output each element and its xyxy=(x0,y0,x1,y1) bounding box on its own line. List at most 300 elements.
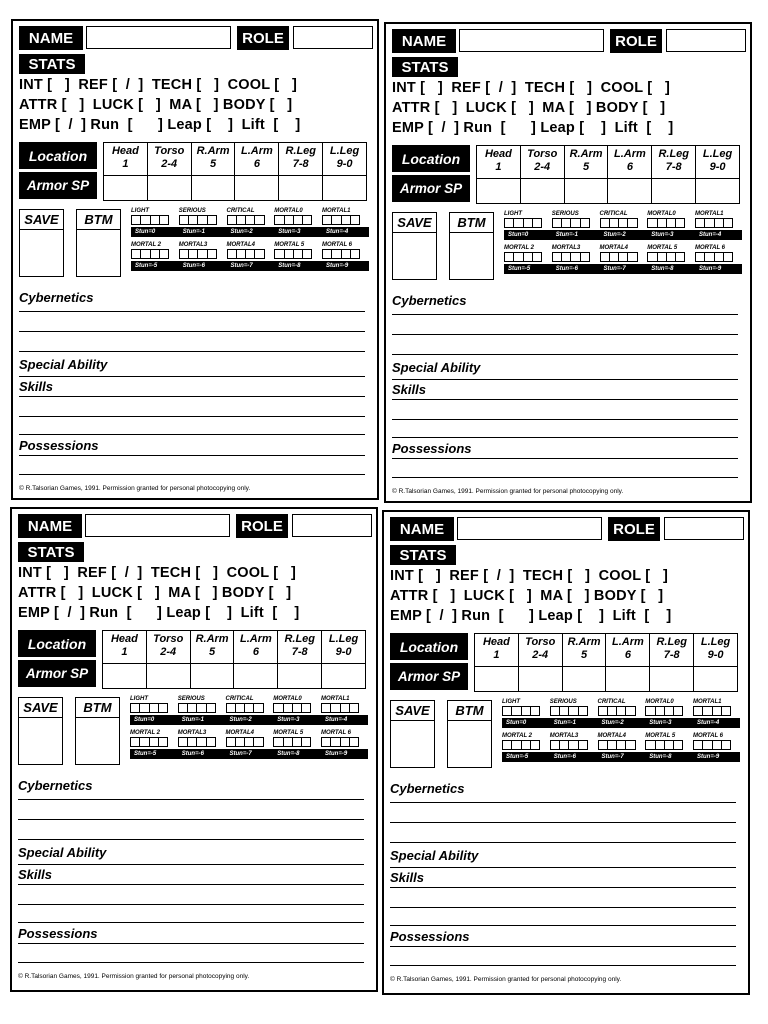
wound-checkbox[interactable] xyxy=(696,219,705,227)
wound-checkbox[interactable] xyxy=(562,253,571,261)
wound-checkbox[interactable] xyxy=(180,216,189,224)
wound-checkbox[interactable] xyxy=(533,219,541,227)
wound-checkbox[interactable] xyxy=(140,738,149,746)
stat-line-1[interactable]: INT [ ] REF [ / ] TECH [ ] COOL [ ] xyxy=(19,77,297,93)
wound-checkbox[interactable] xyxy=(562,219,571,227)
wound-checkbox[interactable] xyxy=(619,253,628,261)
wound-checkbox[interactable] xyxy=(275,216,284,224)
armor-sp-cell[interactable] xyxy=(191,176,235,201)
wound-checkbox[interactable] xyxy=(284,704,293,712)
wound-checkbox[interactable] xyxy=(581,253,589,261)
wound-checkbox[interactable] xyxy=(350,738,358,746)
wound-level-label: MORTAL1 xyxy=(693,699,722,705)
wound-checkbox[interactable] xyxy=(246,216,255,224)
wound-checkbox[interactable] xyxy=(323,250,332,258)
wound-checkbox[interactable] xyxy=(674,741,682,749)
wound-checkbox[interactable] xyxy=(522,741,531,749)
wound-checkbox[interactable] xyxy=(255,216,263,224)
wound-checkbox[interactable] xyxy=(341,704,350,712)
wound-checkbox[interactable] xyxy=(236,738,245,746)
wound-checkbox[interactable] xyxy=(246,250,255,258)
wound-checkbox[interactable] xyxy=(332,216,341,224)
write-line[interactable] xyxy=(18,962,364,963)
wound-checkbox[interactable] xyxy=(302,738,310,746)
wound-checkbox[interactable] xyxy=(608,741,617,749)
wound-checkbox[interactable] xyxy=(332,250,341,258)
role-field[interactable] xyxy=(293,26,373,49)
wound-boxes[interactable] xyxy=(552,218,590,228)
wound-checkbox[interactable] xyxy=(351,216,359,224)
wound-checkbox[interactable] xyxy=(667,219,676,227)
wound-checkbox[interactable] xyxy=(342,250,351,258)
armor-sp-cell[interactable] xyxy=(518,667,562,692)
write-line[interactable] xyxy=(390,965,736,966)
wound-boxes[interactable] xyxy=(550,740,588,750)
write-line[interactable] xyxy=(392,419,738,420)
wound-checkbox[interactable] xyxy=(140,704,149,712)
write-line[interactable] xyxy=(18,884,364,885)
wound-checkbox[interactable] xyxy=(522,707,531,715)
wound-level xyxy=(600,210,647,228)
btm-box[interactable] xyxy=(447,700,492,768)
save-label: SAVE xyxy=(19,698,62,718)
wound-checkbox[interactable] xyxy=(715,219,724,227)
wound-checkbox[interactable] xyxy=(294,216,303,224)
wound-checkbox[interactable] xyxy=(512,707,521,715)
wound-boxes[interactable] xyxy=(274,215,312,225)
wound-checkbox[interactable] xyxy=(703,741,712,749)
wound-boxes[interactable] xyxy=(273,703,311,713)
wound-checkbox[interactable] xyxy=(571,253,580,261)
wound-checkbox[interactable] xyxy=(188,738,197,746)
wound-checkbox[interactable] xyxy=(331,704,340,712)
write-line[interactable] xyxy=(18,943,364,944)
armor-sp-cell[interactable] xyxy=(104,176,148,201)
wound-checkbox[interactable] xyxy=(228,216,237,224)
name-field[interactable] xyxy=(86,26,231,49)
wound-checkbox[interactable] xyxy=(302,704,310,712)
armor-sp-cell[interactable] xyxy=(564,179,608,204)
wound-checkbox[interactable] xyxy=(601,253,610,261)
wound-checkbox[interactable] xyxy=(228,250,237,258)
wound-checkbox[interactable] xyxy=(599,707,608,715)
wound-checkbox[interactable] xyxy=(705,253,714,261)
wound-boxes[interactable] xyxy=(504,218,542,228)
wound-checkbox[interactable] xyxy=(160,216,168,224)
stat-line-2[interactable]: ATTR [ ] LUCK [ ] MA [ ] BODY [ ] xyxy=(19,97,293,113)
wound-boxes[interactable] xyxy=(273,737,311,747)
btm-box[interactable] xyxy=(76,209,121,277)
location-roll: 2-4 xyxy=(532,649,549,661)
write-line[interactable] xyxy=(392,477,738,478)
btm-box[interactable] xyxy=(449,212,494,280)
wound-checkbox[interactable] xyxy=(285,216,294,224)
wound-boxes[interactable] xyxy=(321,703,359,713)
armor-sp-cell[interactable] xyxy=(652,179,696,204)
armor-sp-cell[interactable] xyxy=(278,664,322,689)
wound-checkbox[interactable] xyxy=(274,738,283,746)
wound-checkbox[interactable] xyxy=(617,741,626,749)
write-line[interactable] xyxy=(18,799,364,800)
wound-checkbox[interactable] xyxy=(254,704,262,712)
wound-checkbox[interactable] xyxy=(322,738,331,746)
wound-boxes[interactable] xyxy=(131,249,169,259)
role-field[interactable] xyxy=(664,517,744,540)
wound-checkbox[interactable] xyxy=(341,738,350,746)
wound-boxes[interactable] xyxy=(600,218,638,228)
wound-checkbox[interactable] xyxy=(619,219,628,227)
role-field[interactable] xyxy=(666,29,746,52)
wound-checkbox[interactable] xyxy=(208,250,216,258)
wound-boxes[interactable] xyxy=(130,703,168,713)
wound-checkbox[interactable] xyxy=(342,216,351,224)
wound-checkbox[interactable] xyxy=(553,253,562,261)
wound-checkbox[interactable] xyxy=(724,253,732,261)
write-line[interactable] xyxy=(19,351,365,352)
armor-sp-cell[interactable] xyxy=(606,667,650,692)
wound-checkbox[interactable] xyxy=(350,704,358,712)
write-line[interactable] xyxy=(392,314,738,315)
wound-boxes[interactable] xyxy=(274,249,312,259)
wound-checkbox[interactable] xyxy=(285,250,294,258)
wound-boxes[interactable] xyxy=(131,215,169,225)
wound-checkbox[interactable] xyxy=(703,707,712,715)
wound-checkbox[interactable] xyxy=(245,738,254,746)
stat-line-1[interactable]: INT [ ] REF [ / ] TECH [ ] COOL [ ] xyxy=(392,80,670,96)
stat-line-3[interactable]: EMP [ / ] Run [ ] Leap [ ] Lift [ ] xyxy=(392,120,674,136)
wound-checkbox[interactable] xyxy=(569,741,578,749)
wound-checkbox[interactable] xyxy=(648,253,657,261)
wound-boxes[interactable] xyxy=(178,703,216,713)
armor-sp-cell[interactable] xyxy=(477,179,521,204)
write-line[interactable] xyxy=(18,864,364,865)
wound-boxes[interactable] xyxy=(226,703,264,713)
armor-sp-cell[interactable] xyxy=(147,176,191,201)
wound-boxes[interactable] xyxy=(502,740,540,750)
wound-boxes[interactable] xyxy=(600,252,638,262)
write-line[interactable] xyxy=(390,842,736,843)
wound-checkbox[interactable] xyxy=(254,738,262,746)
wound-checkbox[interactable] xyxy=(713,707,722,715)
write-line[interactable] xyxy=(18,839,364,840)
write-line[interactable] xyxy=(392,399,738,400)
wound-boxes[interactable] xyxy=(179,215,217,225)
wound-checkbox[interactable] xyxy=(351,250,359,258)
wound-checkbox[interactable] xyxy=(512,741,521,749)
wound-checkbox[interactable] xyxy=(694,741,703,749)
wound-checkbox[interactable] xyxy=(132,250,141,258)
wound-checkbox[interactable] xyxy=(676,253,684,261)
wound-boxes[interactable] xyxy=(227,215,265,225)
wound-checkbox[interactable] xyxy=(524,219,533,227)
wound-checkbox[interactable] xyxy=(303,216,311,224)
wound-checkbox[interactable] xyxy=(560,741,569,749)
armor-sp-cell[interactable] xyxy=(696,179,740,204)
wound-checkbox[interactable] xyxy=(617,707,626,715)
wound-checkbox[interactable] xyxy=(237,216,246,224)
wound-checkbox[interactable] xyxy=(303,250,311,258)
wound-boxes[interactable] xyxy=(647,218,685,228)
wound-checkbox[interactable] xyxy=(524,253,533,261)
wound-checkbox[interactable] xyxy=(236,704,245,712)
wound-checkbox[interactable] xyxy=(208,216,216,224)
wound-checkbox[interactable] xyxy=(293,738,302,746)
armor-sp-cell[interactable] xyxy=(103,664,147,689)
wound-boxes[interactable] xyxy=(645,706,683,716)
write-line[interactable] xyxy=(390,802,736,803)
wound-boxes[interactable] xyxy=(552,252,590,262)
wound-checkbox[interactable] xyxy=(227,738,236,746)
write-line[interactable] xyxy=(392,379,738,380)
wound-checkbox[interactable] xyxy=(197,704,206,712)
wound-checkbox[interactable] xyxy=(514,219,523,227)
wound-boxes[interactable] xyxy=(322,215,360,225)
wound-checkbox[interactable] xyxy=(665,707,674,715)
write-line[interactable] xyxy=(19,311,365,312)
save-box[interactable] xyxy=(390,700,435,768)
wound-checkbox[interactable] xyxy=(294,250,303,258)
wound-checkbox[interactable] xyxy=(159,704,167,712)
write-line[interactable] xyxy=(18,904,364,905)
wound-checkbox[interactable] xyxy=(599,741,608,749)
wound-checkbox[interactable] xyxy=(141,250,150,258)
write-line[interactable] xyxy=(392,437,738,438)
wound-checkbox[interactable] xyxy=(551,741,560,749)
wound-checkbox[interactable] xyxy=(189,250,198,258)
wound-checkbox[interactable] xyxy=(715,253,724,261)
wound-checkbox[interactable] xyxy=(722,707,730,715)
wound-checkbox[interactable] xyxy=(331,738,340,746)
write-line[interactable] xyxy=(19,434,365,435)
armor-sp-cell[interactable] xyxy=(146,664,190,689)
wound-checkbox[interactable] xyxy=(322,704,331,712)
armor-sp-cell[interactable] xyxy=(322,664,366,689)
wound-boxes[interactable] xyxy=(178,737,216,747)
wound-checkbox[interactable] xyxy=(658,253,667,261)
write-line[interactable] xyxy=(19,474,365,475)
name-field[interactable] xyxy=(459,29,604,52)
save-box[interactable] xyxy=(392,212,437,280)
wound-boxes[interactable] xyxy=(647,252,685,262)
wound-checkbox[interactable] xyxy=(579,741,587,749)
wound-checkbox[interactable] xyxy=(150,738,159,746)
wound-boxes[interactable] xyxy=(598,740,636,750)
wound-checkbox[interactable] xyxy=(198,250,207,258)
stat-line-2[interactable]: ATTR [ ] LUCK [ ] MA [ ] BODY [ ] xyxy=(390,588,664,604)
wound-checkbox[interactable] xyxy=(610,253,619,261)
wound-checkbox[interactable] xyxy=(505,219,514,227)
wound-checkbox[interactable] xyxy=(531,707,539,715)
wound-checkbox[interactable] xyxy=(179,704,188,712)
wound-checkbox[interactable] xyxy=(571,219,580,227)
wound-checkbox[interactable] xyxy=(674,707,682,715)
armor-sp-cell[interactable] xyxy=(650,667,694,692)
wound-checkbox[interactable] xyxy=(665,741,674,749)
armor-sp-cell[interactable] xyxy=(562,667,606,692)
role-field[interactable] xyxy=(292,514,372,537)
wound-checkbox[interactable] xyxy=(658,219,667,227)
wound-checkbox[interactable] xyxy=(131,704,140,712)
wound-checkbox[interactable] xyxy=(274,704,283,712)
wound-checkbox[interactable] xyxy=(207,704,215,712)
wound-checkbox[interactable] xyxy=(131,738,140,746)
wound-checkbox[interactable] xyxy=(151,216,160,224)
wound-boxes[interactable] xyxy=(645,740,683,750)
wound-checkbox[interactable] xyxy=(646,707,655,715)
hit-location-table xyxy=(474,633,738,692)
wound-checkbox[interactable] xyxy=(610,219,619,227)
write-line[interactable] xyxy=(390,887,736,888)
wound-checkbox[interactable] xyxy=(560,707,569,715)
wound-checkbox[interactable] xyxy=(601,219,610,227)
wound-boxes[interactable] xyxy=(695,252,733,262)
wound-boxes[interactable] xyxy=(226,737,264,747)
wound-checkbox[interactable] xyxy=(722,741,730,749)
wound-checkbox[interactable] xyxy=(579,707,587,715)
armor-sp-cell[interactable] xyxy=(235,176,279,201)
write-line[interactable] xyxy=(19,416,365,417)
wound-checkbox[interactable] xyxy=(694,707,703,715)
stat-line-1[interactable]: INT [ ] REF [ / ] TECH [ ] COOL [ ] xyxy=(390,568,668,584)
wound-checkbox[interactable] xyxy=(676,219,684,227)
stat-line-2[interactable]: ATTR [ ] LUCK [ ] MA [ ] BODY [ ] xyxy=(18,585,292,601)
wound-checkbox[interactable] xyxy=(293,704,302,712)
stat-line-3[interactable]: EMP [ / ] Run [ ] Leap [ ] Lift [ ] xyxy=(390,608,672,624)
write-line[interactable] xyxy=(390,907,736,908)
wound-checkbox[interactable] xyxy=(132,216,141,224)
wound-checkbox[interactable] xyxy=(656,707,665,715)
wound-checkbox[interactable] xyxy=(141,216,150,224)
wound-checkbox[interactable] xyxy=(713,741,722,749)
write-line[interactable] xyxy=(392,334,738,335)
wound-checkbox[interactable] xyxy=(628,253,636,261)
armor-sp-cell[interactable] xyxy=(694,667,738,692)
wound-boxes[interactable] xyxy=(550,706,588,716)
write-line[interactable] xyxy=(19,455,365,456)
save-box[interactable] xyxy=(19,209,64,277)
wound-checkbox[interactable] xyxy=(275,250,284,258)
wound-checkbox[interactable] xyxy=(255,250,263,258)
wound-boxes[interactable] xyxy=(321,737,359,747)
wound-checkbox[interactable] xyxy=(207,738,215,746)
wound-checkbox[interactable] xyxy=(197,738,206,746)
wound-checkbox[interactable] xyxy=(569,707,578,715)
armor-sp-cell[interactable] xyxy=(190,664,234,689)
write-line[interactable] xyxy=(18,922,364,923)
wound-boxes[interactable] xyxy=(322,249,360,259)
wound-boxes[interactable] xyxy=(130,737,168,747)
location-label: Location xyxy=(19,142,97,169)
wound-checkbox[interactable] xyxy=(531,741,539,749)
wound-checkbox[interactable] xyxy=(724,219,732,227)
wound-checkbox[interactable] xyxy=(189,216,198,224)
write-line[interactable] xyxy=(19,376,365,377)
wound-checkbox[interactable] xyxy=(581,219,589,227)
wound-checkbox[interactable] xyxy=(505,253,514,261)
wound-checkbox[interactable] xyxy=(514,253,523,261)
wound-checkbox[interactable] xyxy=(646,741,655,749)
stat-line-2[interactable]: ATTR [ ] LUCK [ ] MA [ ] BODY [ ] xyxy=(392,100,666,116)
write-line[interactable] xyxy=(19,331,365,332)
wound-boxes[interactable] xyxy=(598,706,636,716)
armor-sp-cell[interactable] xyxy=(323,176,367,201)
write-line[interactable] xyxy=(390,867,736,868)
armor-sp-cell[interactable] xyxy=(475,667,519,692)
wound-checkbox[interactable] xyxy=(656,741,665,749)
wound-boxes[interactable] xyxy=(695,218,733,228)
write-line[interactable] xyxy=(392,458,738,459)
wound-boxes[interactable] xyxy=(502,706,540,716)
wound-level xyxy=(693,732,740,750)
write-line[interactable] xyxy=(392,354,738,355)
wound-checkbox[interactable] xyxy=(553,219,562,227)
armor-sp-cell[interactable] xyxy=(234,664,278,689)
wound-checkbox[interactable] xyxy=(705,219,714,227)
wound-level xyxy=(550,698,597,716)
wound-checkbox[interactable] xyxy=(696,253,705,261)
write-line[interactable] xyxy=(390,925,736,926)
wound-level-label: MORTAL3 xyxy=(177,730,207,736)
wound-checkbox[interactable] xyxy=(608,707,617,715)
write-line[interactable] xyxy=(19,396,365,397)
wound-checkbox[interactable] xyxy=(160,250,168,258)
stat-line-3[interactable]: EMP [ / ] Run [ ] Leap [ ] Lift [ ] xyxy=(19,117,301,133)
wound-level-label: MORTAL4 xyxy=(597,733,626,739)
armor-sp-cell[interactable] xyxy=(520,179,564,204)
write-line[interactable] xyxy=(18,819,364,820)
armor-sp-cell[interactable] xyxy=(279,176,323,201)
wound-checkbox[interactable] xyxy=(198,216,207,224)
wound-checkbox[interactable] xyxy=(237,250,246,258)
wound-checkbox[interactable] xyxy=(188,704,197,712)
wound-checkbox[interactable] xyxy=(551,707,560,715)
name-field[interactable] xyxy=(457,517,602,540)
wound-boxes[interactable] xyxy=(227,249,265,259)
btm-box[interactable] xyxy=(75,697,120,765)
wound-checkbox[interactable] xyxy=(227,704,236,712)
wound-checkbox[interactable] xyxy=(533,253,541,261)
wound-checkbox[interactable] xyxy=(626,741,634,749)
wound-checkbox[interactable] xyxy=(159,738,167,746)
wound-checkbox[interactable] xyxy=(503,707,512,715)
wound-checkbox[interactable] xyxy=(628,219,636,227)
wound-checkbox[interactable] xyxy=(626,707,634,715)
wound-checkbox[interactable] xyxy=(150,704,159,712)
write-line[interactable] xyxy=(390,946,736,947)
write-line[interactable] xyxy=(390,822,736,823)
wound-checkbox[interactable] xyxy=(503,741,512,749)
wound-checkbox[interactable] xyxy=(151,250,160,258)
wound-boxes[interactable] xyxy=(179,249,217,259)
wound-checkbox[interactable] xyxy=(284,738,293,746)
wound-checkbox[interactable] xyxy=(648,219,657,227)
save-box[interactable] xyxy=(18,697,63,765)
armor-sp-row xyxy=(104,176,367,201)
wound-level-label: MORTAL4 xyxy=(226,242,255,248)
wound-boxes[interactable] xyxy=(693,740,731,750)
name-field[interactable] xyxy=(85,514,230,537)
wound-checkbox[interactable] xyxy=(179,738,188,746)
armor-sp-cell[interactable] xyxy=(608,179,652,204)
wound-checkbox[interactable] xyxy=(323,216,332,224)
wound-boxes[interactable] xyxy=(693,706,731,716)
wound-boxes[interactable] xyxy=(504,252,542,262)
wound-checkbox[interactable] xyxy=(245,704,254,712)
stat-line-1[interactable]: INT [ ] REF [ / ] TECH [ ] COOL [ ] xyxy=(18,565,296,581)
wound-checkbox[interactable] xyxy=(180,250,189,258)
stat-line-3[interactable]: EMP [ / ] Run [ ] Leap [ ] Lift [ ] xyxy=(18,605,300,621)
wound-checkbox[interactable] xyxy=(667,253,676,261)
